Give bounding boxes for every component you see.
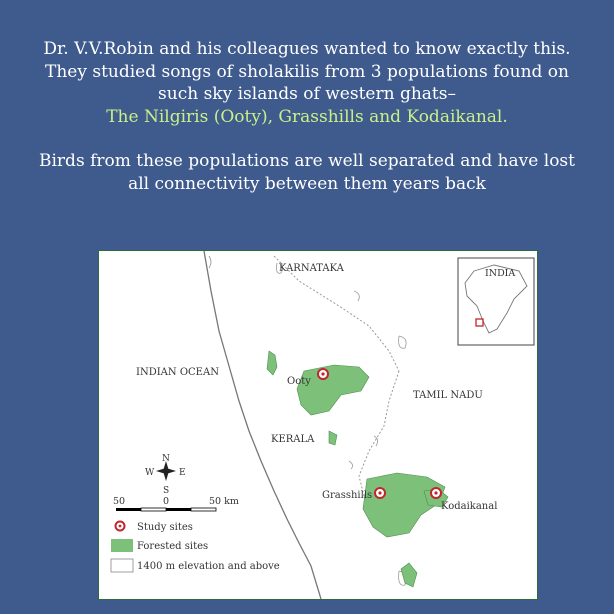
map-legend	[111, 522, 280, 573]
scale-left: 50	[113, 496, 126, 507]
forest-patch-mid	[329, 431, 337, 445]
legend-forest-swatch	[111, 539, 133, 552]
legend-elevation: 1400 m elevation and above	[137, 561, 280, 572]
label-karnataka: KARNATAKA	[279, 263, 344, 274]
site-label-ooty: Ooty	[287, 376, 311, 387]
separation-line-2: all connectivity between them years back	[128, 173, 486, 194]
compass-e: E	[179, 468, 186, 478]
scale-bar	[113, 496, 239, 511]
compass-s: S	[163, 486, 170, 496]
site-marker-ooty	[318, 369, 328, 379]
site-label-grasshills: Grasshills	[322, 490, 373, 501]
site-label-kodaikanal: Kodaikanal	[441, 501, 498, 512]
site-marker-kodaikanal	[431, 488, 441, 498]
legend-forested-sites: Forested sites	[137, 541, 209, 552]
map-canvas	[99, 251, 537, 599]
elevation-contours	[209, 256, 406, 585]
forest-patch-ooty	[297, 365, 369, 415]
label-indian-ocean: INDIAN OCEAN	[136, 367, 219, 378]
scale-mid: 0	[163, 496, 170, 507]
scale-right: 50 km	[209, 496, 239, 507]
intro-line-3: such sky islands of western ghats–	[158, 84, 456, 104]
forest-patch-south	[401, 563, 417, 587]
label-tamil-nadu: TAMIL NADU	[413, 390, 483, 401]
india-inset-label: INDIA	[485, 268, 516, 279]
coastline	[204, 251, 321, 599]
india-inset	[458, 258, 534, 345]
separation-line-1: Birds from these populations are well separated and have lost	[39, 151, 575, 171]
compass-w: W	[145, 468, 155, 478]
legend-site-icon	[116, 522, 125, 531]
populations-line: The Nilgiris (Ooty), Grasshills and Kodaikanal.	[106, 106, 508, 127]
legend-elevation-swatch	[111, 559, 133, 572]
label-kerala: KERALA	[271, 434, 315, 445]
study-map	[98, 250, 538, 600]
forest-patch-small-west	[267, 351, 277, 375]
site-marker-grasshills	[375, 488, 385, 498]
compass-n: N	[162, 454, 170, 464]
intro-line-1: Dr. V.V.Robin and his colleagues wanted to know exactly this.	[43, 39, 571, 59]
slide-text	[20, 38, 594, 195]
intro-line-2: They studied songs of sholakilis from 3 populations found on	[45, 61, 569, 82]
compass-icon	[145, 454, 186, 496]
legend-study-sites: Study sites	[137, 522, 193, 533]
